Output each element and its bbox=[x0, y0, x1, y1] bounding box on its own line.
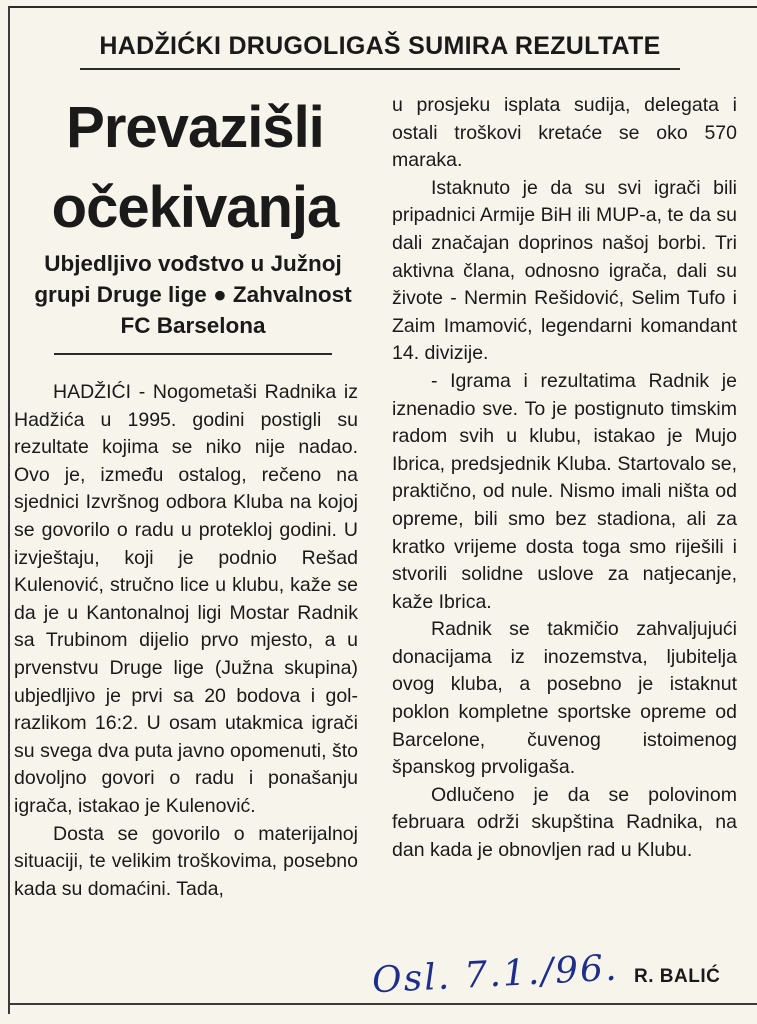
bottom-border-rule bbox=[8, 1003, 757, 1005]
subheadline: Ubjedljivo vođstvo u Južnoj grupi Druge lige ● Zahvalnost FC Barselona bbox=[34, 251, 352, 338]
paragraph: Odlučeno je da se polovinom februara održi skupština Radnika, na dan kada je obnovljen rad u Klubu. bbox=[392, 783, 737, 862]
left-border-rule bbox=[8, 6, 10, 1014]
paragraph: Dosta se govorilo o materijalnoj situaciji, te velikim troškovima, posebno kada su domaćini. Tada, bbox=[14, 822, 358, 900]
main-headline bbox=[20, 88, 370, 248]
top-border-rule bbox=[8, 6, 757, 8]
kicker-headline: HADŽIĆKI DRUGOLIGAŠ SUMIRA REZULTATE bbox=[99, 32, 661, 60]
handwritten-date-note: Osl. 7.1./96. bbox=[371, 947, 620, 1002]
headline-line: očekivanja bbox=[51, 175, 339, 240]
article-column-right bbox=[392, 92, 737, 865]
headline-line: Prevazišli bbox=[66, 95, 324, 160]
paragraph: u prosjeku isplata sudija, delegata i ostali troškovi kretaće se oko 570 maraka. bbox=[392, 94, 737, 172]
paragraph: Radnik se takmičio zahvaljujući donacijama iz inozemstva, ljubitelja ovog kluba, a posebno je istaknut poklon kompletne sportske opreme od Barcelone, čuvenog istoimenog španskog prvoligaša. bbox=[392, 618, 737, 779]
paragraph: HADŽIĆI - Nogometaši Radnika iz Hadžića u 1995. godini postigli su rezultate kojima se niko nije nadao. Ovo je, između ostalog, rečeno na sjednici Izvršnog odbora Kluba na kojoj se govorilo o radu u protekloj godini. U izvještaju, koji je podnio Rešad Kulenović, stručno lice u klubu, kaže se da je u Kantonalnoj ligi Mostar Radnik sa Trubinom dijelio prvo mjesto, a u prvenstvu Druge lige (Južna skupina) ubjedljivo je prvi sa 20 bodova i gol-razlikom 16:2. U osam utakmica igrači su svega dva puta javno opomenuti, što dovoljno govori o radu i ponašanju igrača, istakao je Kulenović. bbox=[14, 381, 358, 817]
author-byline: R. BALIĆ bbox=[634, 966, 721, 987]
kicker-divider bbox=[80, 68, 680, 70]
article-column-left bbox=[14, 379, 358, 903]
paragraph: Istaknuto je da su svi igrači bili pripadnici Armije BiH ili MUP-a, te da su dali značajan doprinos našoj borbi. Tri aktivna člana, odnosno igrača, dali su živote - Nermin Rešidović, Selim Tufo i Zaim Imamović, legendarni komandant 14. divizije. bbox=[392, 176, 737, 365]
paragraph: - Igrama i rezultatima Radnik je iznenadio sve. To je postignuto timskim radom svih u klubu, istakao je Mujo Ibrica, predsjednik Kluba. Startovalo se, praktično, od nule. Nismo imali ništa od opreme, bili smo bez stadiona, ali za kratko vrijeme dosta toga smo riješili i stvorili solidne uslove za natjecanje, kaže Ibrica. bbox=[392, 369, 737, 613]
subhead-divider bbox=[54, 353, 332, 355]
